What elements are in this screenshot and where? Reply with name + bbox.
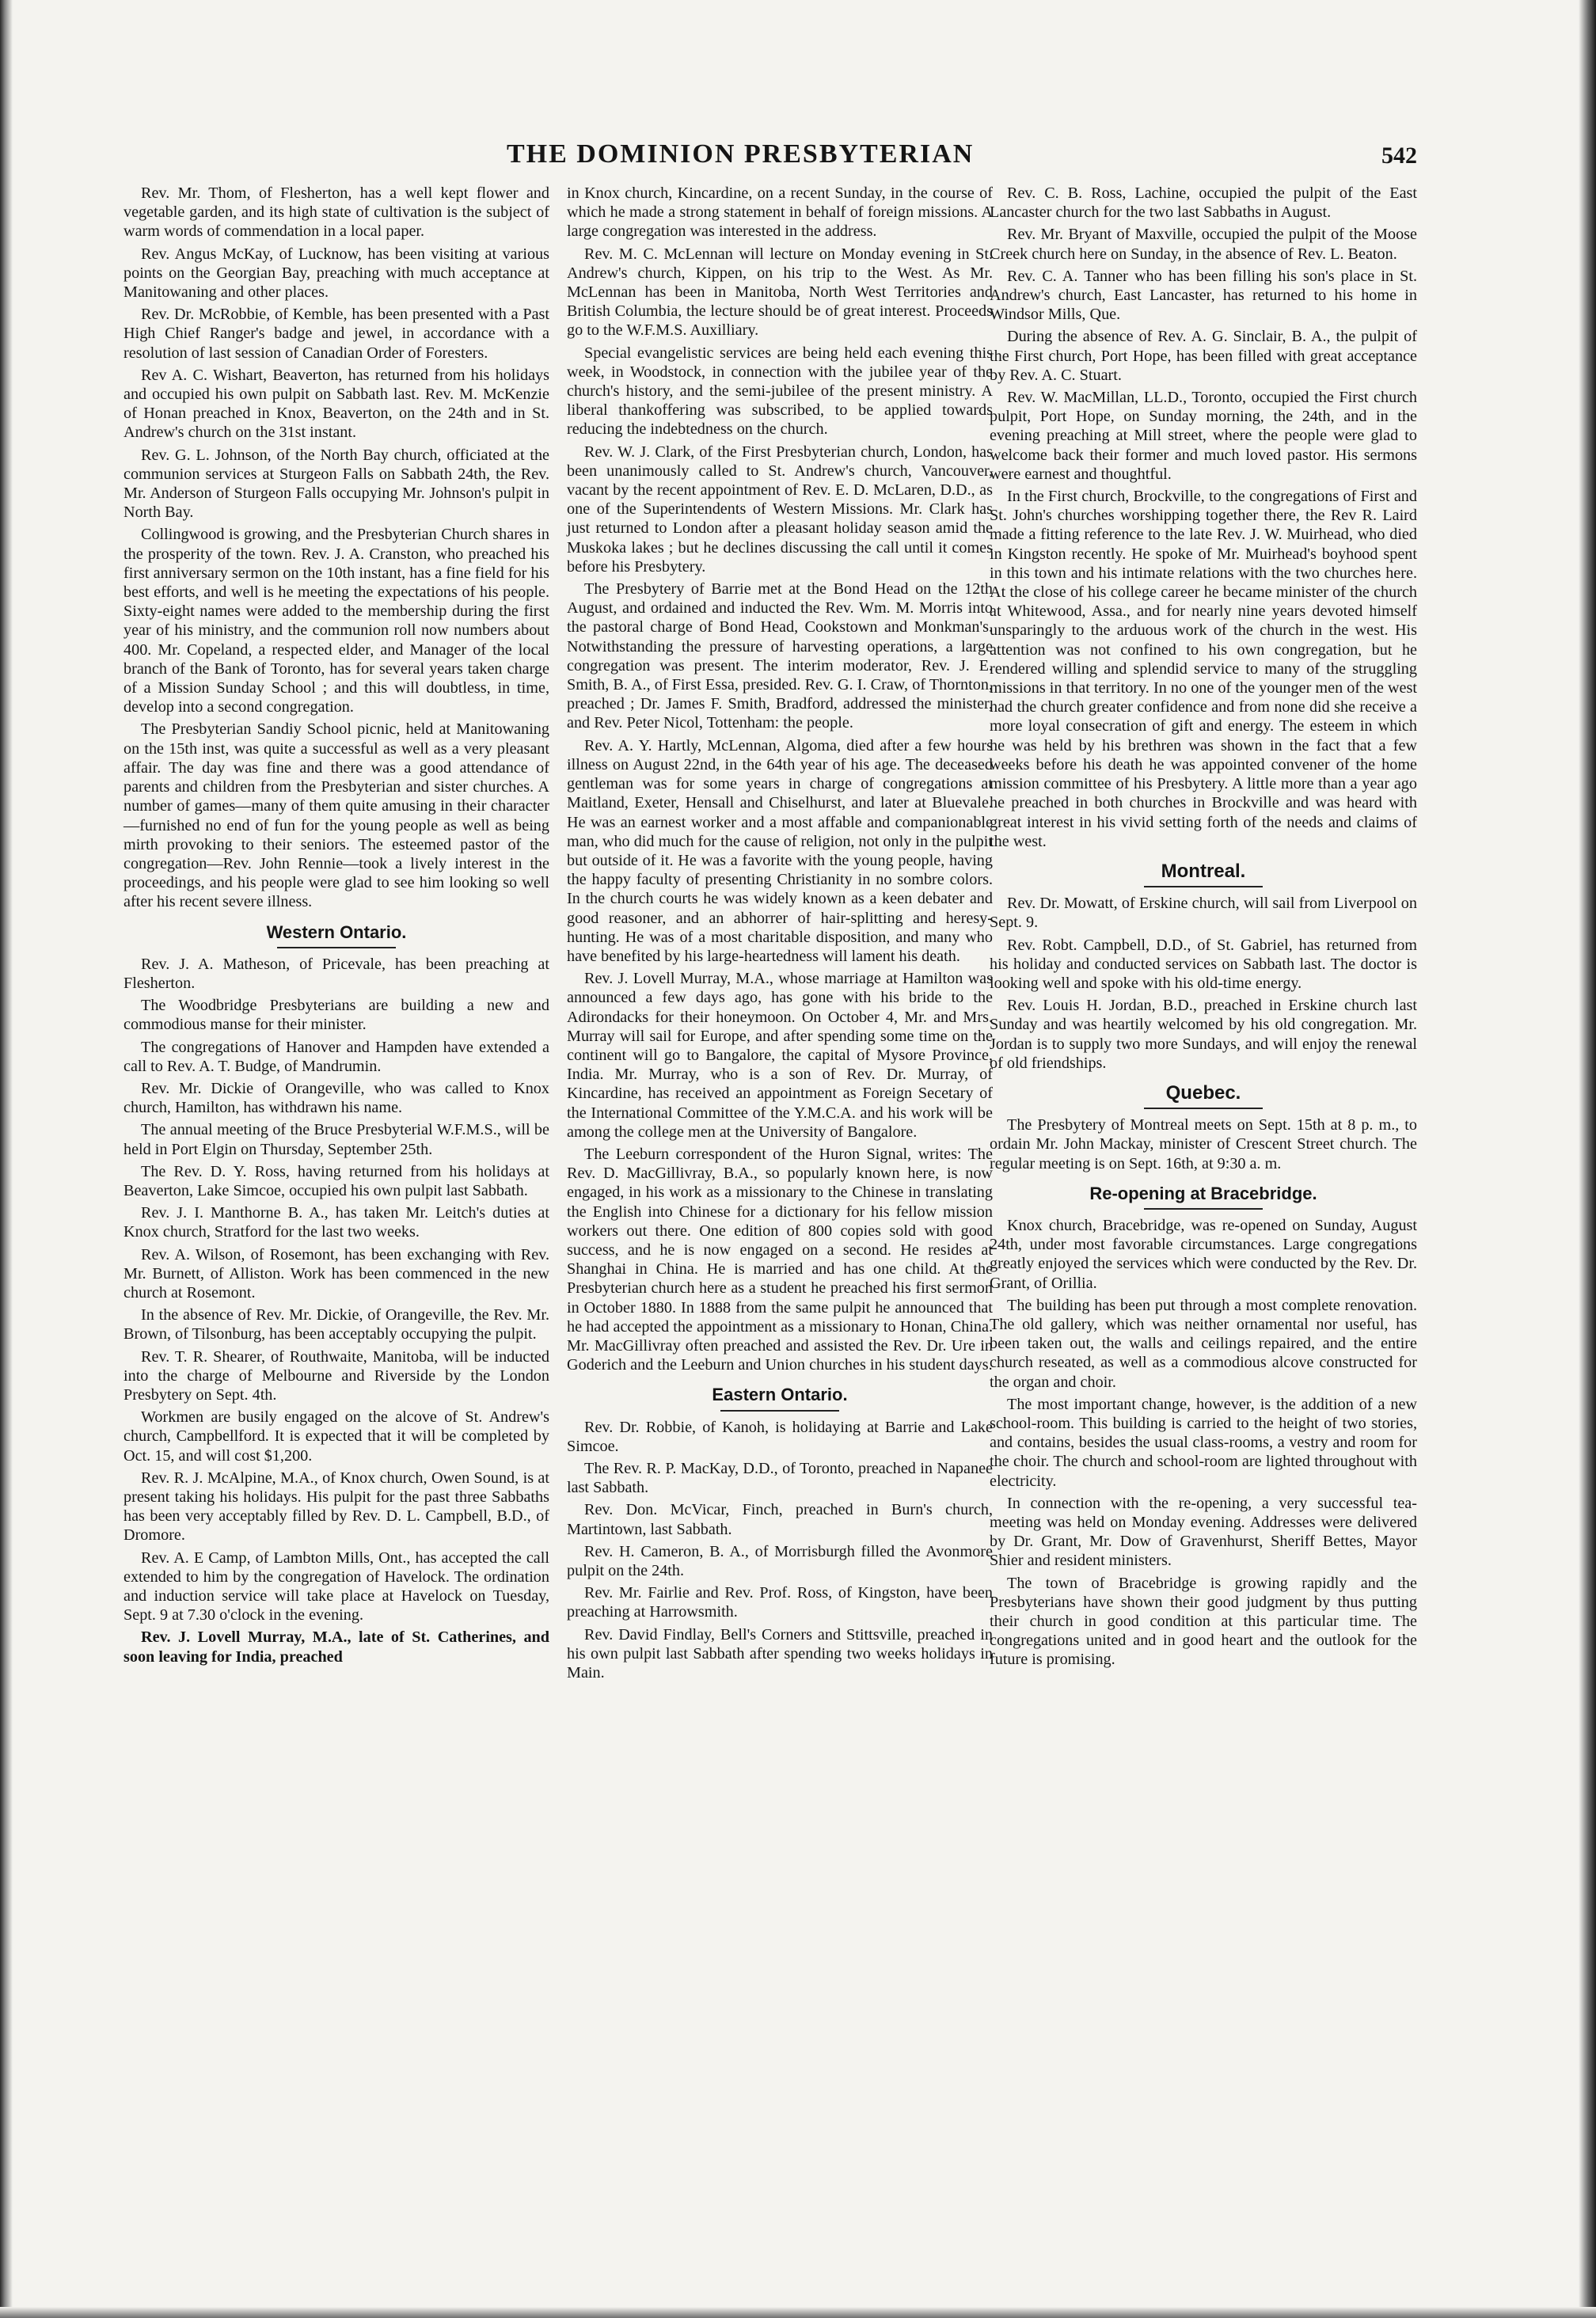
news-paragraph: Rev. H. Cameron, B. A., of Morrisburgh filled the Avonmore pulpit on the 24th. bbox=[567, 1542, 993, 1580]
news-paragraph: Rev. J. A. Matheson, of Pricevale, has been preaching at Flesherton. bbox=[124, 955, 549, 992]
scan-edge-left bbox=[0, 0, 13, 2318]
news-paragraph: Rev. Don. McVicar, Finch, preached in Burn's church, Martintown, last Sabbath. bbox=[567, 1501, 993, 1538]
news-paragraph: Rev. Robt. Campbell, D.D., of St. Gabriel, has returned from his holiday and conducted services on Sabbath last. The doctor is looking well and spoke with his old-time energy. bbox=[990, 936, 1417, 992]
news-paragraph: Rev. Mr. Dickie of Orangeville, who was called to Knox church, Hamilton, has withdrawn his name. bbox=[124, 1079, 549, 1117]
news-paragraph: The Woodbridge Presbyterians are building a new and commodious manse for their minister. bbox=[124, 997, 549, 1034]
news-paragraph: Rev. J. Lovell Murray, M.A., late of St. Catherines, and soon leaving for India, preached bbox=[124, 1628, 549, 1666]
news-paragraph: Rev. C. A. Tanner who has been filling his son's place in St. Andrew's church, East Lancaster, has returned to his home in Windsor Mills, Que. bbox=[990, 267, 1417, 324]
news-paragraph: The most important change, however, is the addition of a new school-room. This building is carried to the height of two stories, and contains, besides the usual class-rooms, a vestry and room for the choir. The church and school-room are lighted throughout with electricity. bbox=[990, 1395, 1417, 1490]
news-paragraph: Rev. Angus McKay, of Lucknow, has been visiting at various points on the Georgian Bay, preaching with much acceptance at Manitowaning and other places. bbox=[124, 245, 549, 302]
news-paragraph: Special evangelistic services are being held each evening this week, in Woodstock, in connection with the jubilee year of the church's history, and the semi-jubilee of the present ministry. A liberal thankoffering was subscribed, to be applied towards reducing the indebtedness on the church. bbox=[567, 344, 993, 439]
news-paragraph: Rev. David Findlay, Bell's Corners and Stittsville, preached in his own pulpit last Sabbath after spending two weeks holidays in Main. bbox=[567, 1625, 993, 1682]
news-paragraph: Rev. R. J. McAlpine, M.A., of Knox church, Owen Sound, is at present taking his holidays. His pulpit for the past three Sabbaths has been very acceptably filled by Rev. D. L. Campbell, B.D., of Dromore. bbox=[124, 1469, 549, 1545]
section-heading: Montreal. bbox=[990, 862, 1417, 887]
scan-edge-bottom bbox=[0, 2307, 1596, 2318]
news-paragraph: The annual meeting of the Bruce Presbyterial W.F.M.S., will be held in Port Elgin on Thursday, September 25th. bbox=[124, 1121, 549, 1158]
page-header bbox=[95, 139, 1417, 179]
news-paragraph: Rev. G. L. Johnson, of the North Bay church, officiated at the communion services at Sturgeon Falls on Sabbath 24th, the Rev. Mr. Anderson of Sturgeon Falls occupying Mr. Johnson's pulpit in North Bay. bbox=[124, 446, 549, 522]
news-paragraph: Knox church, Bracebridge, was re-opened on Sunday, August 24th, under most favorable circumstances. Large congregations greatly enjoyed the services which were conducted by the Rev. Dr. Grant, of Orillia. bbox=[990, 1216, 1417, 1292]
news-paragraph: Workmen are busily engaged on the alcove of St. Andrew's church, Campbellford. It is expected that it will be completed by Oct. 15, and will cost $1,200. bbox=[124, 1408, 549, 1465]
news-paragraph: The Presbytery of Barrie met at the Bond Head on the 12th August, and ordained and inducted the Rev. Wm. M. Morris into the pastoral charge of Bond Head, Cookstown and Monkman's. Notwithstanding the pressure of harvesting operations, a large congregation was present. The interim moderator, Rev. J. E. Smith, B. A., of First Essa, presided. Rev. G. I. Craw, of Thornton, preached ; Dr. James F. Smith, Bradford, addressed the minister, and Rev. Peter Nicol, Tottenham: the people. bbox=[567, 580, 993, 732]
news-paragraph: The congregations of Hanover and Hampden have extended a call to Rev. A. T. Budge, of Mandrumin. bbox=[124, 1038, 549, 1075]
section-heading: Re-opening at Bracebridge. bbox=[990, 1184, 1417, 1210]
news-paragraph: Rev. C. B. Ross, Lachine, occupied the pulpit of the East Lancaster church for the two last Sabbaths in August. bbox=[990, 184, 1417, 222]
news-paragraph: In the absence of Rev. Mr. Dickie, of Orangeville, the Rev. Mr. Brown, of Tilsonburg, has been acceptably occupying the pulpit. bbox=[124, 1306, 549, 1343]
news-paragraph: Rev. Louis H. Jordan, B.D., preached in Erskine church last Sunday and was heartily welcomed by his old congregation. Mr. Jordan is to supply two more Sundays, and will enjoy the renewal of old friendships. bbox=[990, 997, 1417, 1072]
news-paragraph: Collingwood is growing, and the Presbyterian Church shares in the prosperity of the town. Rev. J. A. Cranston, who preached his first anniversary sermon on the 10th instant, has a fine field for his best efforts, and well is he meeting the expectations of his people. Sixty-eight names were added to the membership during the first year of his ministry, and the communion roll now numbers about 400. Mr. Copeland, a respected elder, and Manager of the local branch of the Bank of Toronto, has for several years taken charge of a Mission Sunday School ; and this will doubtless, in time, develop into a second congregation. bbox=[124, 526, 549, 716]
news-paragraph: Rev. Dr. McRobbie, of Kemble, has been presented with a Past High Chief Ranger's badge and jewel, in accordance with a resolution of last session of Canadian Order of Foresters. bbox=[124, 306, 549, 362]
section-heading: Quebec. bbox=[990, 1084, 1417, 1109]
text-column-3 bbox=[990, 184, 1417, 1673]
news-paragraph: The Rev. R. P. MacKay, D.D., of Toronto, preached in Napanee last Sabbath. bbox=[567, 1460, 993, 1497]
news-paragraph: In connection with the re-opening, a very successful tea-meeting was held on Monday evening. Addresses were delivered by Dr. Grant, Mr. Dow of Gravenhurst, Sheriff Bettes, Mayor Shier and resident ministers. bbox=[990, 1494, 1417, 1570]
scan-edge-right bbox=[1579, 0, 1596, 2318]
section-heading: Eastern Ontario. bbox=[567, 1385, 993, 1411]
news-paragraph: Rev. Mr. Bryant of Maxville, occupied the pulpit of the Moose Creek church here on Sunday, in the absence of Rev. L. Beaton. bbox=[990, 226, 1417, 263]
news-paragraph: The Rev. D. Y. Ross, having returned from his holidays at Beaverton, Lake Simcoe, occupied his own pulpit last Sabbath. bbox=[124, 1162, 549, 1199]
text-column-2 bbox=[567, 184, 993, 1685]
news-paragraph: Rev. A. Y. Hartly, McLennan, Algoma, died after a few hours illness on August 22nd, in the 64th year of his age. The deceased gentleman was for some years in charge of congregations at Maitland, Exeter, Hensall and Chiselhurst, and later at Bluevale. He was an earnest worker and a most affable and companionable man, who did much for the cause of religion, not only in the pulpit but outside of it. He was a favorite with the young people, having the happy faculty of presenting Christianity in no sombre colors. In the church courts he was widely known as a keen debater and good reasoner, and an abhorrer of hair-splitting and heresy-hunting. He was of a most charitable disposition, and many who have benefited by his large-heartedness will lament his death. bbox=[567, 736, 993, 965]
news-paragraph: Rev. Mr. Fairlie and Rev. Prof. Ross, of Kingston, have been preaching at Harrowsmith. bbox=[567, 1584, 993, 1621]
news-paragraph: Rev. T. R. Shearer, of Routhwaite, Manitoba, will be inducted into the charge of Melbourne and Riverside by the London Presbytery on Sept. 4th. bbox=[124, 1347, 549, 1404]
news-paragraph: Rev A. C. Wishart, Beaverton, has returned from his holidays and occupied his own pulpit on Sabbath last. Rev. M. McKenzie of Honan preached in Knox, Beaverton, on the 24th and in St. Andrew's church on the 31st instant. bbox=[124, 366, 549, 442]
news-paragraph: Rev. Mr. Thom, of Flesherton, has a well kept flower and vegetable garden, and its high state of cultivation is the subject of warm words of commendation in a local paper. bbox=[124, 184, 549, 241]
news-paragraph: The building has been put through a most complete renovation. The old gallery, which was neither ornamental nor useful, has been taken out, the walls and ceilings repaired, and the entire church reseated, as well as a commodious alcove constructed for the organ and choir. bbox=[990, 1296, 1417, 1391]
news-paragraph: Rev. W. J. Clark, of the First Presbyterian church, London, has been unanimously called to St. Andrew's church, Vancouver, vacant by the recent appointment of Rev. E. D. McLaren, D.D., as one of the Superintendents of Western Missions. Mr. Clark has just returned to London after a pleasant holiday season amid the Muskoka lakes ; but he declines discussing the call until it comes before his Presbytery. bbox=[567, 443, 993, 576]
news-paragraph: Rev. J. Lovell Murray, M.A., whose marriage at Hamilton was announced a few days ago, has gone with his bride to the Adirondacks for their honeymoon. On October 4, Mr. and Mrs. Murray will sail for Europe, and after spending some time on the continent will go to Bangalore, the capital of Mysore Province, India. Mr. Murray, who is a son of Rev. Dr. Murray, of Kincardine, has received an appointment as Foreign Secetary of the International Committee of the Y.M.C.A. and his work will be among the college men at the University of Bangalore. bbox=[567, 970, 993, 1141]
news-paragraph: Rev. M. C. McLennan will lecture on Monday evening in St. Andrew's church, Kippen, on his trip to the West. As Mr. McLennan has been in Manitoba, North West Territories and British Columbia, the lecture should be of great interest. Proceeds go to the W.F.M.S. Auxilliary. bbox=[567, 245, 993, 340]
news-paragraph: Rev. Dr. Robbie, of Kanoh, is holidaying at Barrie and Lake Simcoe. bbox=[567, 1418, 993, 1455]
page-number: 542 bbox=[1381, 142, 1417, 169]
news-paragraph: The Presbyterian Sandiy School picnic, held at Manitowaning on the 15th inst, was quite a successful as well as a very pleasant affair. The day was fine and there was a good attendance of parents and children from the Presbyterian and sister churches. A number of games—many of them quite amusing in their character—furnished no end of fun for the young people as well as being mirth provoking to their seniors. The esteemed pastor of the congregation—Rev. John Rennie—took a lively interest in the proceedings, and his people were glad to see him looking so well after his recent severe illness. bbox=[124, 720, 549, 911]
news-paragraph: Rev. A. E Camp, of Lambton Mills, Ont., has accepted the call extended to him by the congregation of Havelock. The ordination and induction service will take place at Havelock on Tuesday, Sept. 9 at 7.30 o'clock in the evening. bbox=[124, 1548, 549, 1624]
news-paragraph: During the absence of Rev. A. G. Sinclair, B. A., the pulpit of the First church, Port Hope, has been filled with great acceptance by Rev. A. C. Stuart. bbox=[990, 328, 1417, 384]
masthead-title: THE DOMINION PRESBYTERIAN bbox=[507, 139, 975, 169]
text-column-1 bbox=[124, 184, 549, 1670]
news-paragraph: Rev. Dr. Mowatt, of Erskine church, will sail from Liverpool on Sept. 9. bbox=[990, 895, 1417, 932]
news-paragraph: The Presbytery of Montreal meets on Sept. 15th at 8 p. m., to ordain Mr. John Mackay, minister of Crescent Street church. The regular meeting is on Sept. 16th, at 9:30 a. m. bbox=[990, 1116, 1417, 1172]
news-paragraph: Rev. W. MacMillan, LL.D., Toronto, occupied the First church pulpit, Port Hope, on Sunday morning, the 24th, and in the evening preaching at Mill street, where the people were glad to welcome back their former and much loved pastor. His sermons were earnest and thoughtful. bbox=[990, 389, 1417, 483]
news-paragraph: The town of Bracebridge is growing rapidly and the Presbyterians have shown their good judgment by thus putting their church in good condition at this particular time. The congregations united and in good heart and the outlook for the future is promising. bbox=[990, 1574, 1417, 1669]
news-paragraph: Rev. A. Wilson, of Rosemont, has been exchanging with Rev. Mr. Burnett, of Alliston. Work has been commenced in the new church at Rosemont. bbox=[124, 1245, 549, 1302]
news-paragraph: Rev. J. I. Manthorne B. A., has taken Mr. Leitch's duties at Knox church, Stratford for the last two weeks. bbox=[124, 1204, 549, 1241]
news-paragraph: in Knox church, Kincardine, on a recent Sunday, in the course of which he made a strong statement in behalf of foreign missions. A large congregation was interested in the address. bbox=[567, 184, 993, 241]
news-paragraph: In the First church, Brockville, to the congregations of First and St. John's churches worshipping together there, the Rev R. Laird made a fitting reference to the late Rev. J. W. Muirhead, who died in Kingston recently. He spoke of Mr. Muirhead's boyhood spent in this town and his intimate relations with the two churches here. At the close of his college career he became minister of the church at Whitewood, Assa., and for nearly nine years devoted himself unsparingly to the arduous work of the church in the west. His attention was not confined to his own congregation, but he rendered willing and splendid service to many of the struggling missions in that territory. In no one of the younger men of the west had the church greater confidence and from none did she receive a more loyal consecration of gift and energy. The esteem in which he was held by his brethren was shown in the fact that a few weeks before his death he was appointed convener of the home mission committee of his Presbytery. A little more than a year ago he preached in both churches in Brockville and was heard with great interest in his vivid setting forth of the needs and claims of the west. bbox=[990, 488, 1417, 850]
news-paragraph: The Leeburn correspondent of the Huron Signal, writes: The Rev. D. MacGillivray, B.A., so popularly known here, is now engaged, in his work as a missionary to the Chinese in translating the English into Chinese for a dictionary for his fellow mission workers out there. One edition of 800 copies sold with good success, and he is now engaged on a second. He resides at Shanghai in China. He is married and has one child. At the Presbyterian church here as a student he preached his first sermon in October 1880. In 1888 from the same pulpit he announced that he had accepted the appointment as a missionary to Honan, China. Mr. MacGillivray often preached and assisted the Rev. Dr. Ure in Goderich and the Leeburn and Union churches in his student days. bbox=[567, 1145, 993, 1374]
section-heading: Western Ontario. bbox=[124, 923, 549, 948]
